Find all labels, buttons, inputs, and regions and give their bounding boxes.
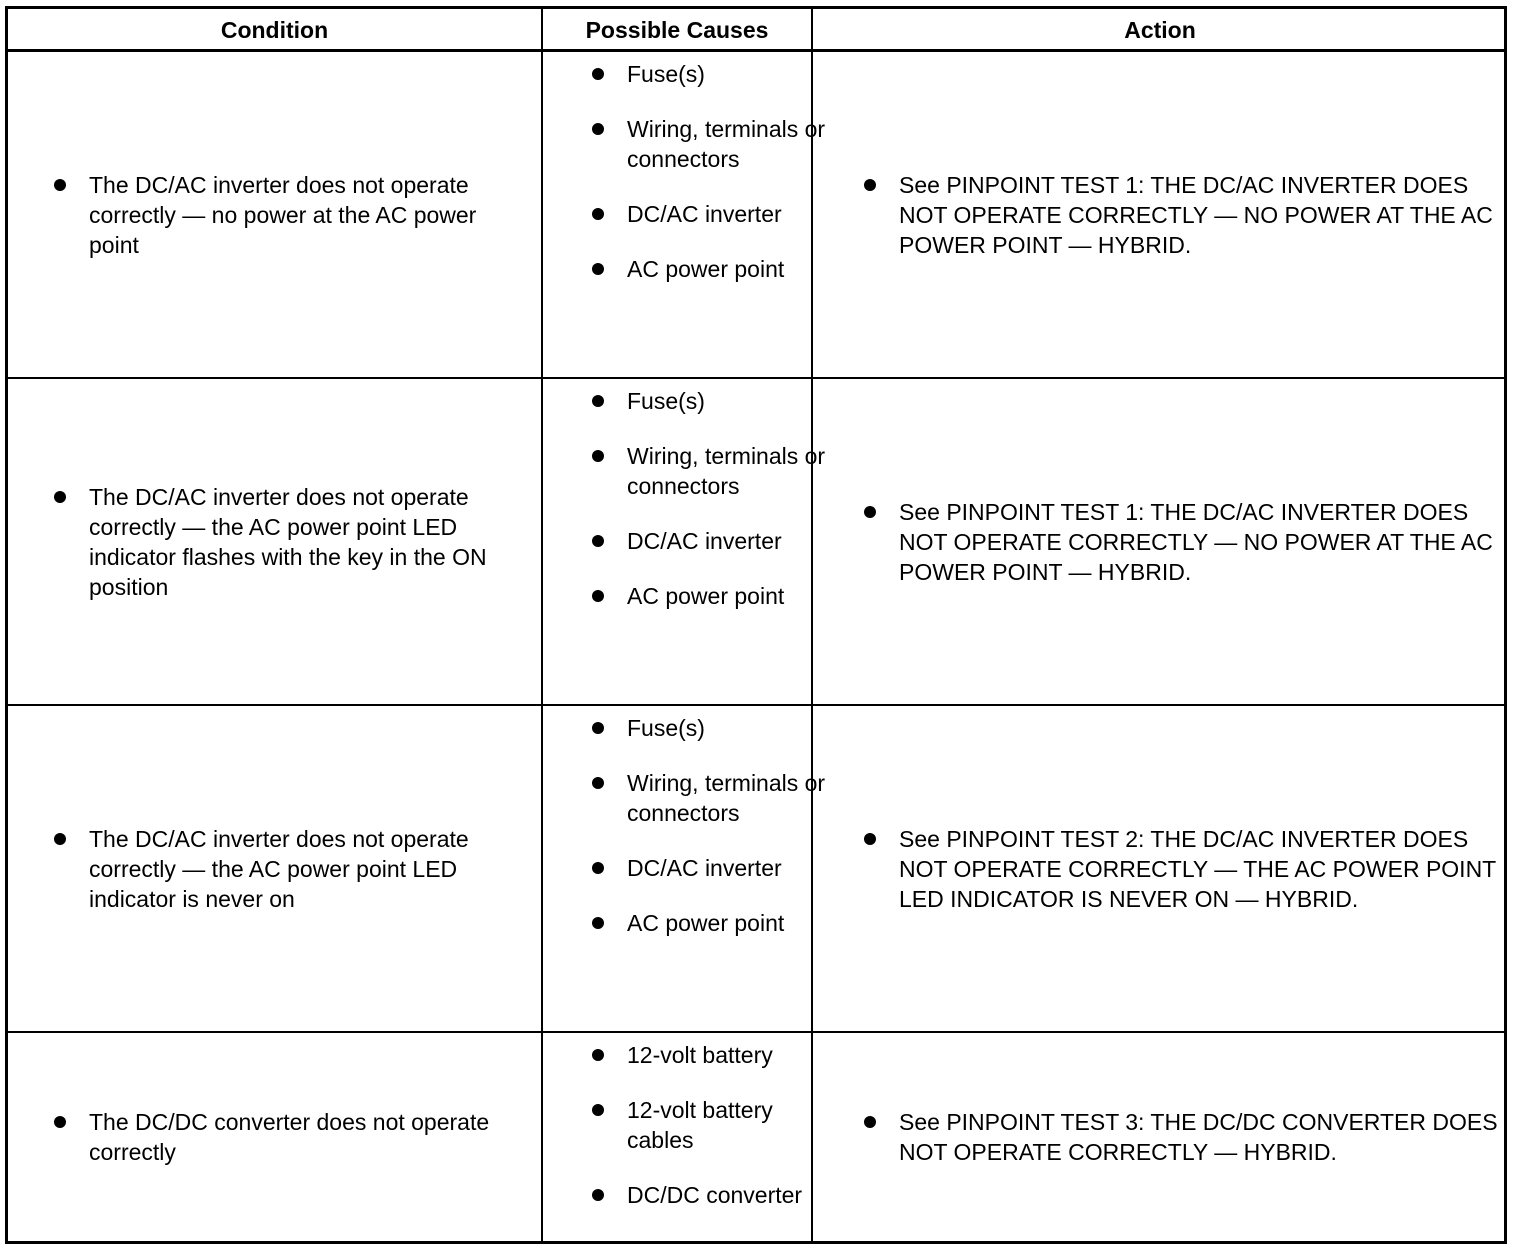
bullet-icon [592,722,604,734]
bullet-icon [592,777,604,789]
bullet-icon [592,395,604,407]
row-2-causes [543,386,826,704]
cause-item: DC/AC inverter [592,853,827,883]
bullet-icon [592,1104,604,1116]
bullet-icon [54,833,66,845]
bullet-icon [864,833,876,845]
cause-item: 12-volt battery cables [592,1095,827,1155]
diagnosis-table [5,6,1507,1244]
header-possible-causes: Possible Causes [585,16,769,43]
bullet-icon [592,917,604,929]
cause-item: AC power point [592,908,827,938]
cause-item: Wiring, terminals or connectors [592,114,827,174]
row-4-condition [8,1033,542,1241]
header-condition: Condition [220,16,329,43]
action-text: See PINPOINT TEST 2: THE DC/AC INVERTER DOES NOT OPERATE CORRECTLY — THE AC POWER POINT LED INDICATOR IS NEVER ON — HYBRID. [899,825,1496,912]
row-2-condition [8,379,542,704]
cause-item: Fuse(s) [592,386,827,416]
action-text: See PINPOINT TEST 1: THE DC/AC INVERTER DOES NOT OPERATE CORRECTLY — NO POWER AT THE AC POWER POINT — HYBRID. [899,498,1493,585]
cause-item: DC/AC inverter [592,526,827,556]
header-action: Action [1124,16,1196,43]
row-3-condition [8,706,542,1031]
bullet-icon [592,862,604,874]
cause-item: AC power point [592,254,827,284]
row-4-causes [543,1040,813,1241]
condition-text: The DC/DC converter does not operate correctly [89,1109,490,1165]
action-text: See PINPOINT TEST 3: THE DC/DC CONVERTER DOES NOT OPERATE CORRECTLY — HYBRID. [899,1109,1498,1165]
row-4-action [814,1033,1507,1241]
row-2-action [814,379,1507,704]
cause-item: Fuse(s) [592,59,827,89]
action-text: See PINPOINT TEST 1: THE DC/AC INVERTER DOES NOT OPERATE CORRECTLY — NO POWER AT THE AC POWER POINT — HYBRID. [899,171,1493,258]
bullet-icon [864,179,876,191]
cause-item: AC power point [592,581,827,611]
bullet-icon [592,590,604,602]
bullet-icon [592,123,604,135]
row-1-action [814,52,1507,377]
bullet-icon [592,535,604,547]
row-1-condition [8,52,542,377]
bullet-icon [592,450,604,462]
bullet-icon [592,68,604,80]
row-1-causes [543,59,826,377]
bullet-icon [592,1049,604,1061]
bullet-icon [54,1116,66,1128]
cause-item: 12-volt battery [592,1040,827,1070]
bullet-icon [592,263,604,275]
cause-item: Wiring, terminals or connectors [592,768,827,828]
cause-item: Fuse(s) [592,713,827,743]
bullet-icon [54,491,66,503]
row-3-causes [543,713,826,1031]
bullet-icon [592,1189,604,1201]
cause-item: DC/DC converter [592,1180,827,1210]
condition-text: The DC/AC inverter does not operate correctly — the AC power point LED indicator is never on [89,825,469,912]
bullet-icon [54,179,66,191]
row-3-action [814,706,1507,1031]
cause-item: DC/AC inverter [592,199,827,229]
condition-text: The DC/AC inverter does not operate correctly — the AC power point LED indicator flashes with the key in the ON position [89,483,487,600]
condition-text: The DC/AC inverter does not operate correctly — no power at the AC power point [89,171,477,258]
bullet-icon [864,1116,876,1128]
cause-item: Wiring, terminals or connectors [592,441,827,501]
bullet-icon [592,208,604,220]
bullet-icon [864,506,876,518]
